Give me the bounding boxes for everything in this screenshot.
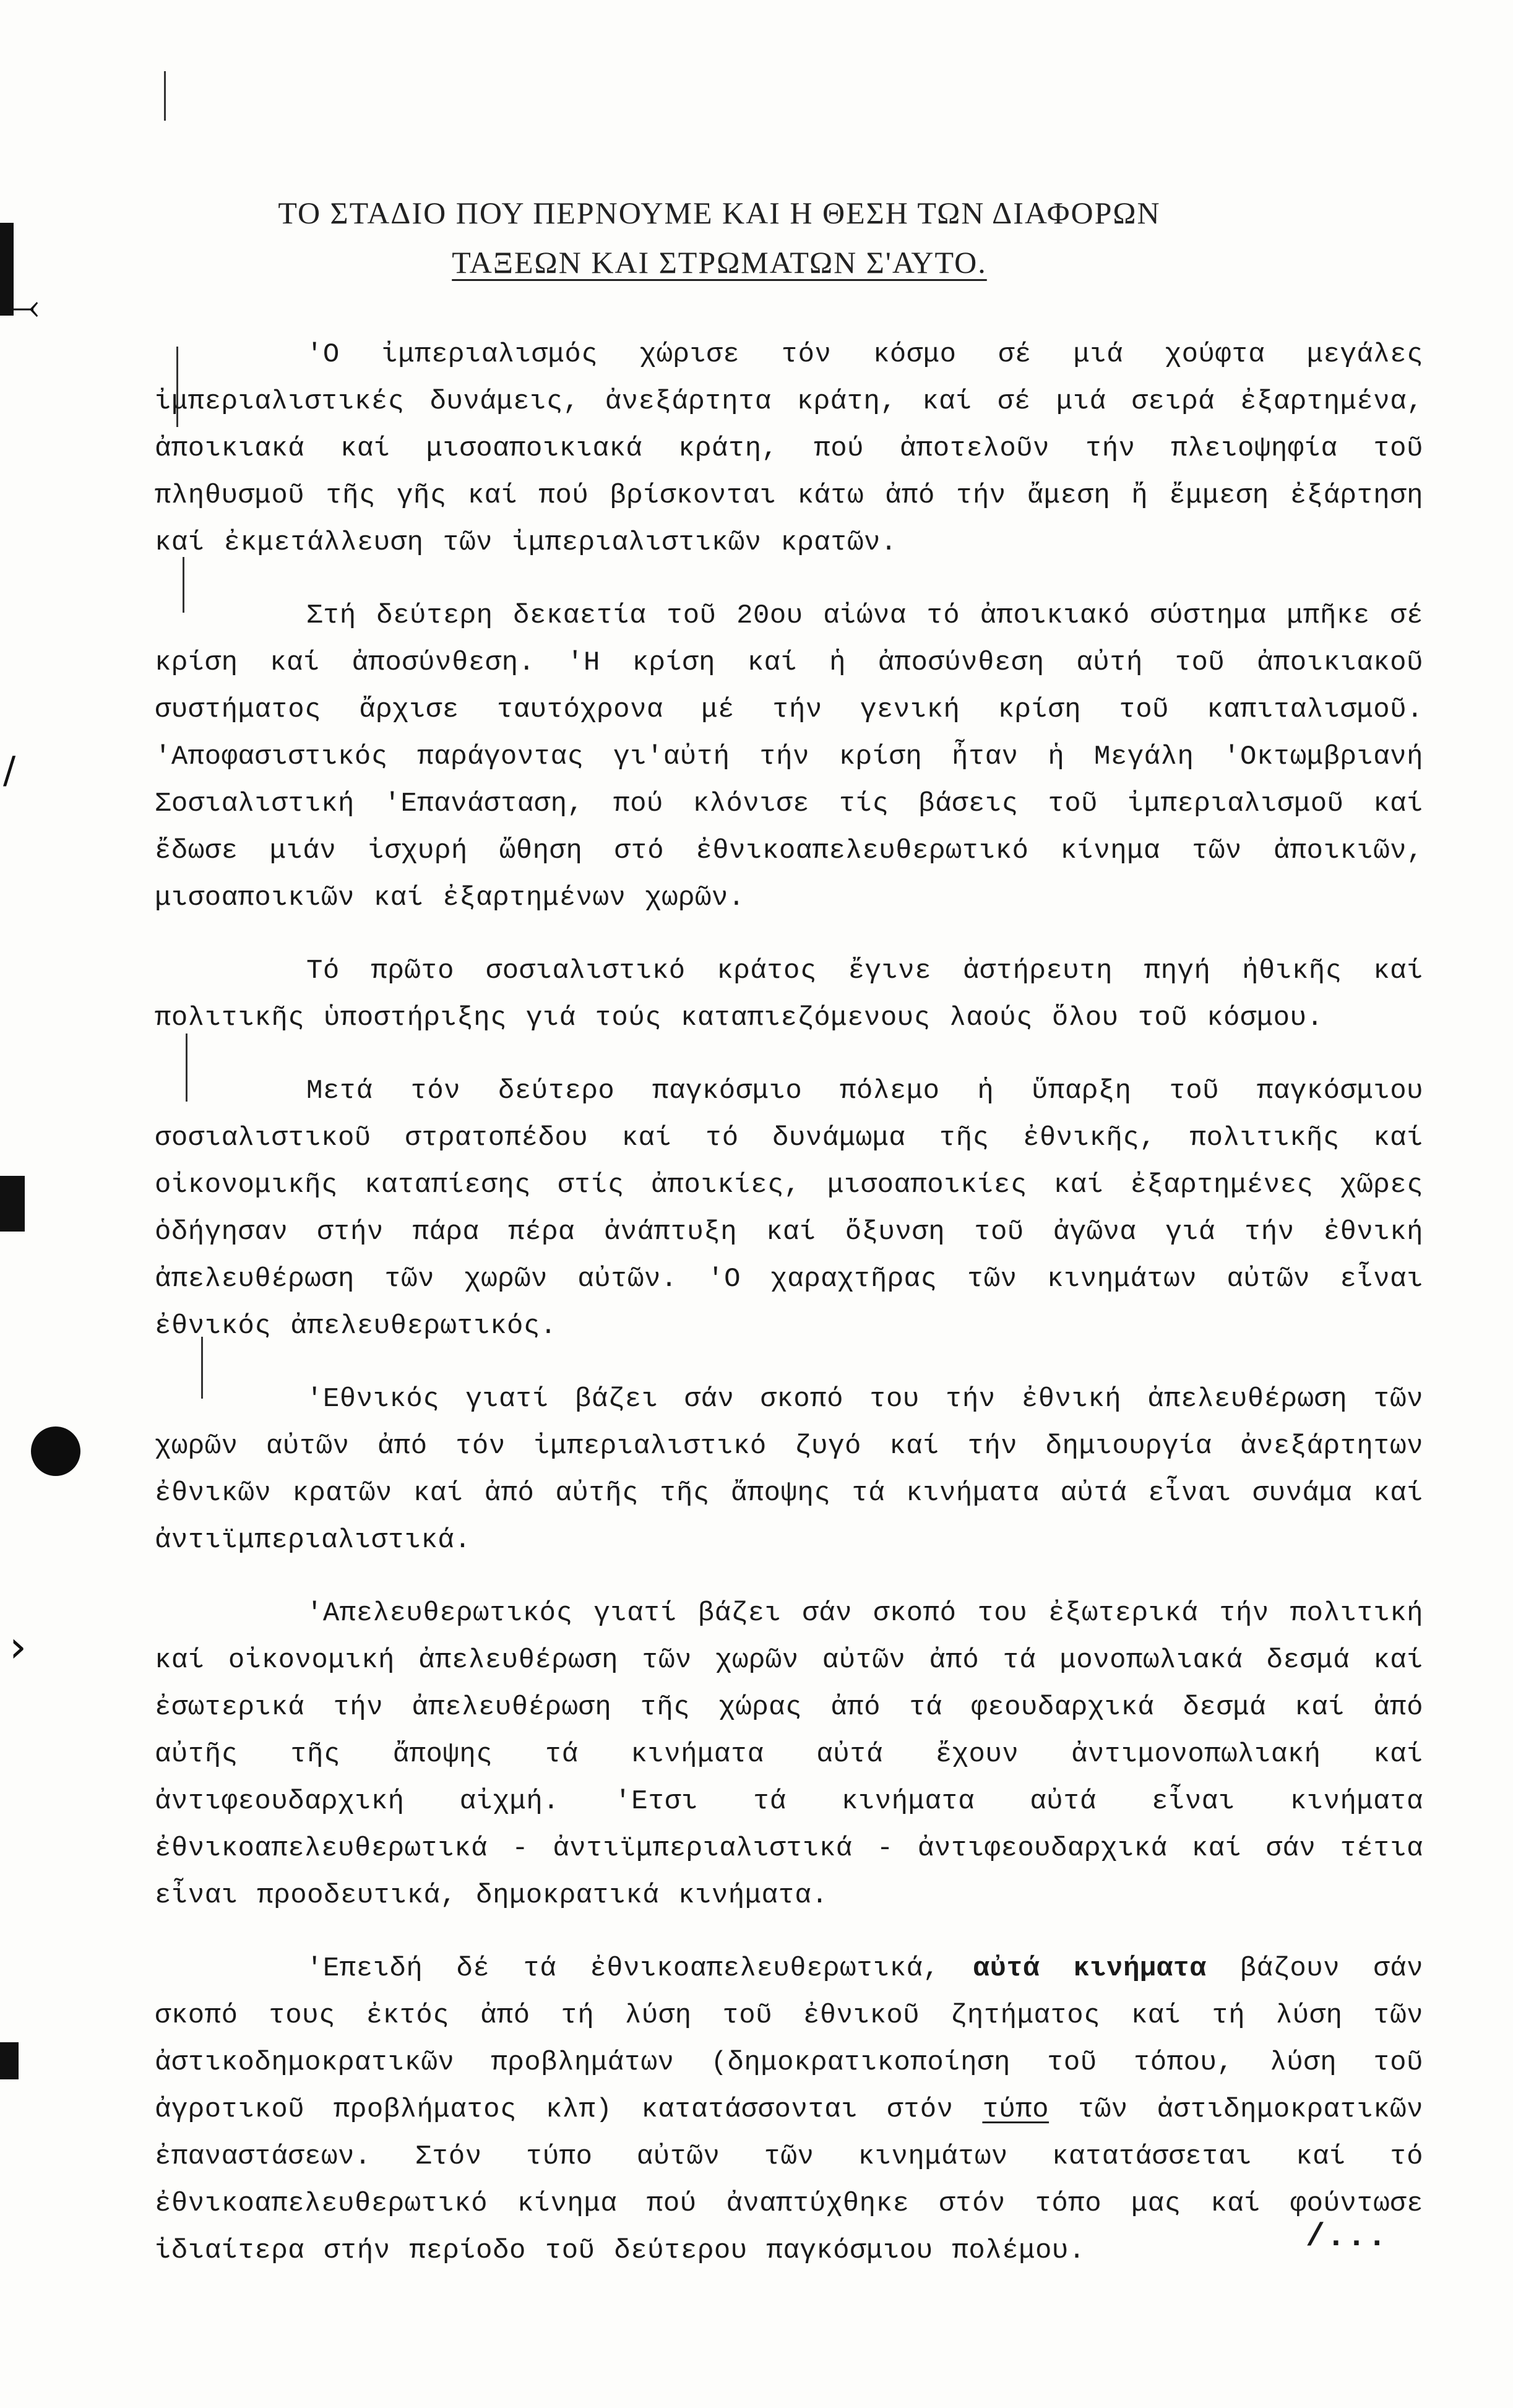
bold-phrase: αὐτά κινήματα: [973, 1953, 1207, 1984]
scan-artifact: [164, 71, 166, 121]
page-continuation-mark: /...: [1306, 2219, 1388, 2255]
paragraph: Στή δεύτερη δεκαετία τοῦ 20ου αἰώνα τό ἀποικιακό σύστημα μπῆκε σέ κρίση καί ἀποσύνθεση. 'Η κρίση καί ἡ ἀποσύνθεση αὐτή τοῦ ἀποικιακοῦ συστήματος ἄρχισε ταυτόχρονα μέ τήν γενική κρίση τοῦ καπιταλισμοῦ. 'Αποφασιστικός παράγοντας γι'αὐτή τήν κρίση ἦταν ἡ Μεγάλη 'Οκτωμβριανή Σοσιαλιστική 'Επανάσταση, πού κλόνισε τίς βάσεις τοῦ ἰμπεριαλισμοῦ καί ἔδωσε μιάν ἰσχυρή ὤθηση στό ἐθνικοαπελευθερωτικό κίνημα τῶν ἀποικιῶν, μισοαποικιῶν καί ἐξαρτημένων χωρῶν.: [155, 600, 1423, 913]
punch-hole-mark: [31, 1426, 80, 1476]
page-subtitle: ΤΑΞΕΩΝ ΚΑΙ ΣΤΡΩΜΑΤΩΝ Σ'ΑΥΤΟ.: [452, 245, 987, 280]
body-text: [155, 331, 1423, 2300]
scan-arrow-icon: /: [3, 749, 16, 792]
underlined-word: τύπο: [982, 2094, 1050, 2125]
paragraph: Μετά τόν δεύτερο παγκόσμιο πόλεμο ἡ ὕπαρξη τοῦ παγκόσμιου σοσιαλιστικοῦ στρατοπέδου καί τό δυνάμωμα τῆς ἐθνικῆς, πολιτικῆς καί οἰκονομικῆς καταπίεσης στίς ἀποικίες, μισοαποικίες καί ἐξαρτημένες χῶρες ὁδήγησαν στήν πάρα πέρα ἀνάπτυξη καί ὄξυνση τοῦ ἀγῶνα γιά τήν ἐθνική ἀπελευθέρωση τῶν χωρῶν αὐτῶν. 'Ο χαραχτῆρας τῶν κινημάτων αὐτῶν εἶναι ἐθνικός ἀπελευθερωτικός.: [155, 1076, 1423, 1342]
page-title: ΤΟ ΣΤΑΔΙΟ ΠΟΥ ΠΕΡΝΟΥΜΕ ΚΑΙ Η ΘΕΣΗ ΤΩΝ ΔΙΑΦΟΡΩΝ: [278, 196, 1161, 230]
scan-artifact: [0, 2042, 19, 2079]
scan-arrow-icon: ⤙: [9, 285, 39, 328]
scan-arrow-icon: ›: [9, 1621, 27, 1672]
paragraph: Τό πρῶτο σοσιαλιστικό κράτος ἔγινε ἀστήρευτη πηγή ἠθικῆς καί πολιτικῆς ὑποστήριξης γιά τούς καταπιεζόμενους λαούς ὅλου τοῦ κόσμου.: [155, 956, 1423, 1034]
paragraph: 'Επειδή δέ τά ἐθνικοαπελευθερωτικά, αὐτά κινήματα βάζουν σάν σκοπό τους ἐκτός ἀπό τή λύση τοῦ ἐθνικοῦ ζητήματος καί τή λύση τῶν ἀστικοδημοκρατικῶν προβλημάτων (δημοκρατικοποίηση τοῦ τόπου, λύση τοῦ ἀγροτικοῦ προβλήματος κλπ) κατατάσσονται στόν τύπο τῶν ἀστιδημοκρατικῶν ἐπαναστάσεων. Στόν τύπο αὐτῶν τῶν κινημάτων κατατάσσεται καί τό ἐθνικοαπελευθερωτικό κίνημα πού ἀναπτύχθηκε στόν τόπο μας καί φούντωσε ἰδιαίτερα στήν περίοδο τοῦ δεύτερου παγκόσμιου πολέμου.: [155, 1953, 1424, 2266]
paragraph: 'Ο ἰμπεριαλισμός χώρισε τόν κόσμο σέ μιά χούφτα μεγάλες ἰμπεριαλιστικές δυνάμεις, ἀνεξάρτητα κράτη, καί σέ μιά σειρά ἐξαρτημένα, ἀποικιακά καί μισοαποικιακά κράτη, πού ἀποτελοῦν τήν πλειοψηφία τοῦ πληθυσμοῦ τῆς γῆς καί πού βρίσκονται κάτω ἀπό τήν ἄμεση ἤ ἔμμεση ἐξάρτηση καί ἐκμετάλλευση τῶν ἰμπεριαλιστικῶν κρατῶν.: [155, 339, 1423, 558]
scan-artifact: [0, 1176, 25, 1232]
paragraph: 'Εθνικός γιατί βάζει σάν σκοπό του τήν ἐθνική ἀπελευθέρωση τῶν χωρῶν αὐτῶν ἀπό τόν ἰμπεριαλιστικό ζυγό καί τήν δημιουργία ἀνεξάρτητων ἐθνικῶν κρατῶν καί ἀπό αὐτῆς τῆς ἄποψης τά κινήματα αὐτά εἶναι συνάμα καί ἀντιϊμπεριαλιστικά.: [155, 1384, 1423, 1556]
paragraph: 'Απελευθερωτικός γιατί βάζει σάν σκοπό του ἐξωτερικά τήν πολιτική καί οἰκονομική ἀπελευθέρωση τῶν χωρῶν αὐτῶν ἀπό τά μονοπωλιακά δεσμά καί ἐσωτερικά τήν ἀπελευθέρωση τῆς χώρας ἀπό τά φεουδαρχικά δεσμά καί ἀπό αὐτῆς τῆς ἄποψης τά κινήματα αὐτά ἔχουν ἀντιμονοπωλιακή καί ἀντιφεουδαρχική αἰχμή. 'Ετσι τά κινήματα αὐτά εἶναι κινήματα ἐθνικοαπελευθερωτικά - ἀντιϊμπεριαλιστικά - ἀντιφεουδαρχικά καί σάν τέτια εἶναι προοδευτικά, δημοκρατικά κινήματα.: [155, 1598, 1423, 1911]
